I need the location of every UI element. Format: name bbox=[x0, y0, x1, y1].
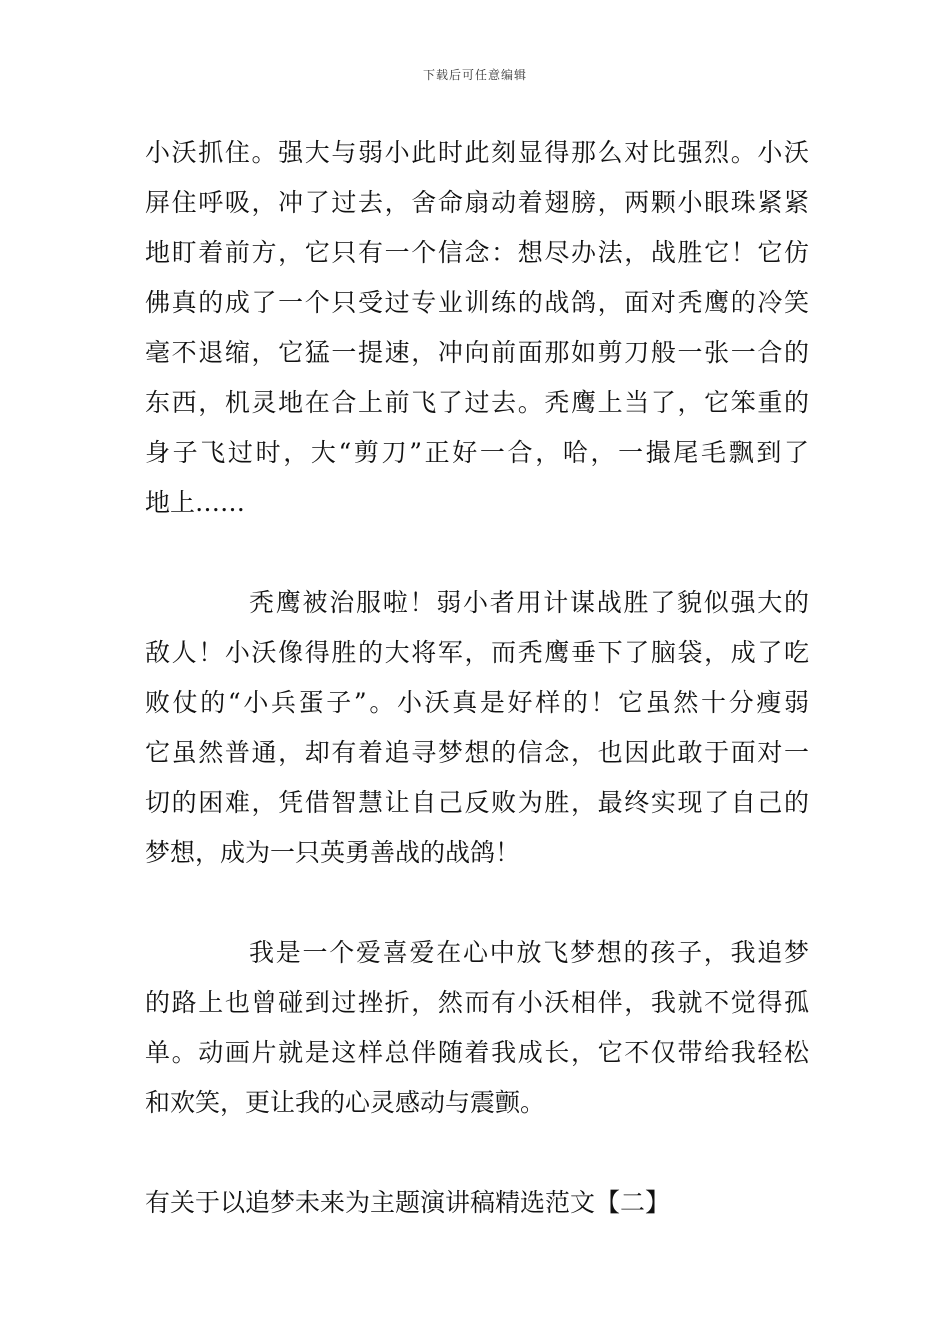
paragraph-line: 身子飞过时，大“剪刀”正好一合，哈，一撮尾毛飘到了 bbox=[145, 438, 809, 467]
paragraph-line: 和欢笑，更让我的心灵感动与震颤。 bbox=[145, 1088, 546, 1117]
paragraph-line: 佛真的成了一个只受过专业训练的战鸽，面对秃鹰的冷笑 bbox=[145, 288, 809, 317]
paragraph-line: 地盯着前方，它只有一个信念：想尽办法，战胜它！它仿 bbox=[145, 238, 809, 267]
paragraph-spacer bbox=[145, 528, 809, 578]
paragraph-line: 切的困难，凭借智慧让自己反败为胜，最终实现了自己的 bbox=[145, 788, 809, 817]
paragraph-line: 地上…… bbox=[145, 488, 246, 517]
paragraph-line: 屏住呼吸，冲了过去，舍命扇动着翅膀，两颗小眼珠紧紧 bbox=[145, 188, 809, 217]
paragraph-line: 毫不退缩，它猛一提速，冲向前面那如剪刀般一张一合的 bbox=[145, 338, 809, 367]
paragraph-line: 它虽然普通，却有着追寻梦想的信念，也因此敢于面对一 bbox=[145, 738, 809, 767]
paragraph-line: 秃鹰被治服啦！弱小者用计谋战胜了貌似强大的 bbox=[249, 588, 809, 617]
paragraph-3 bbox=[145, 928, 809, 1128]
paragraph-line: 梦想，成为一只英勇善战的战鸽！ bbox=[145, 838, 521, 867]
paragraph-line: 的路上也曾碰到过挫折，然而有小沃相伴，我就不觉得孤 bbox=[145, 988, 809, 1017]
paragraph-line: 败仗的“小兵蛋子”。小沃真是好样的！它虽然十分瘦弱 bbox=[145, 688, 809, 717]
paragraph-1 bbox=[145, 128, 809, 528]
paragraph-line: 我是一个爱喜爱在心中放飞梦想的孩子，我追梦 bbox=[249, 938, 809, 967]
section-heading: 有关于以追梦未来为主题演讲稿精选范文【二】 bbox=[145, 1188, 671, 1217]
paragraph-spacer bbox=[145, 878, 809, 928]
paragraph-line: 单。动画片就是这样总伴随着我成长，它不仅带给我轻松 bbox=[145, 1038, 809, 1067]
paragraph-spacer bbox=[145, 1128, 809, 1178]
paragraph-line: 小沃抓住。强大与弱小此时此刻显得那么对比强烈。小沃 bbox=[145, 138, 809, 167]
document-body bbox=[145, 128, 809, 1228]
paragraph-line: 东西，机灵地在合上前飞了过去。秃鹰上当了，它笨重的 bbox=[145, 388, 809, 417]
paragraph-2 bbox=[145, 578, 809, 878]
paragraph-line: 敌人！小沃像得胜的大将军，而秃鹰垂下了脑袋，成了吃 bbox=[145, 638, 809, 667]
page-header: 下载后可任意编辑 bbox=[422, 68, 527, 82]
